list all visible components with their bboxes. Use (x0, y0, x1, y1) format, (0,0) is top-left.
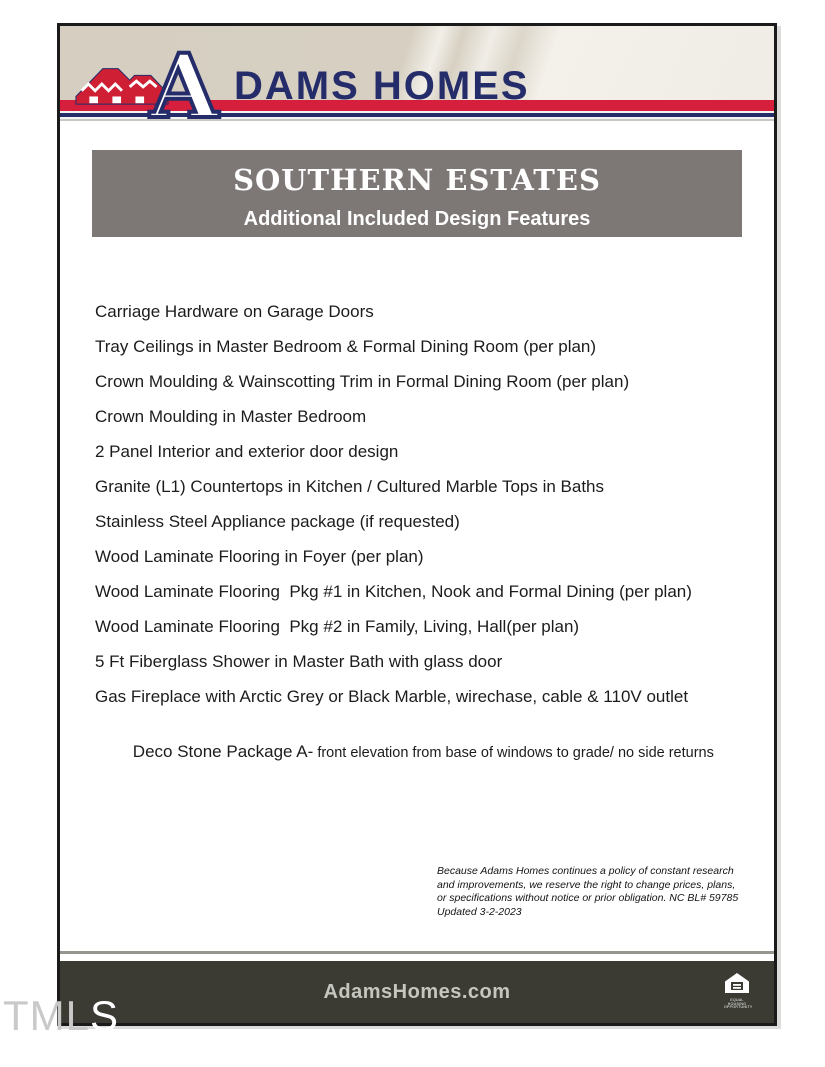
disclaimer-line: Because Adams Homes continues a policy of constant research (437, 865, 734, 877)
deco-stone-detail: front elevation from base of windows to grade/ no side returns (317, 745, 714, 761)
feature-item: Gas Fireplace with Arctic Grey or Black Marble, wirechase, cable & 110V outlet (95, 687, 689, 706)
logo-wordmark: DAMS HOMES (234, 64, 530, 108)
disclaimer-line: or specifications without notice or prior obligation. NC BL# 59785 (437, 892, 739, 904)
feature-item: Wood Laminate Flooring Pkg #1 in Kitchen, Nook and Formal Dining (per plan) (95, 582, 692, 601)
feature-item: Stainless Steel Appliance package (if requested) (95, 512, 460, 531)
watermark-white-part: S (90, 992, 120, 1039)
website-text: AdamsHomes.com (323, 981, 511, 1003)
legal-disclaimer (437, 865, 747, 919)
eho-caption: EQUAL HOUSING OPPORTUNITY (724, 998, 753, 1009)
feature-item: 5 Ft Fiberglass Shower in Master Bath with glass door (95, 652, 503, 671)
logo-initial-letter: A (150, 34, 219, 138)
feature-item: Crown Moulding in Master Bedroom (95, 407, 367, 426)
flyer-subtitle: Additional Included Design Features (243, 208, 591, 230)
title-band (92, 150, 742, 237)
header-band (60, 26, 774, 138)
community-title: SOUTHERN ESTATES (233, 163, 601, 197)
equal-housing-opportunity-icon (724, 973, 753, 1010)
watermark-gray-part: TML (3, 992, 90, 1039)
feature-item: Wood Laminate Flooring in Foyer (per plan) (95, 547, 424, 566)
feature-list (95, 302, 755, 798)
disclaimer-line: Updated 3-2-2023 (437, 905, 522, 918)
deco-stone-main: Deco Stone Package A- (132, 742, 314, 761)
feature-item: 2 Panel Interior and exterior door design (95, 442, 399, 461)
footer-bar (60, 961, 774, 1023)
feature-item: Carriage Hardware on Garage Doors (95, 302, 374, 321)
feature-item: Granite (L1) Countertops in Kitchen / Cultured Marble Tops in Baths (95, 477, 605, 496)
feature-item: Crown Moulding & Wainscotting Trim in Formal Dining Room (per plan) (95, 372, 630, 391)
feature-item: Wood Laminate Flooring Pkg #2 in Family, Living, Hall(per plan) (95, 617, 580, 636)
feature-item: Tray Ceilings in Master Bedroom & Formal Dining Room (per plan) (95, 337, 597, 356)
flyer-page (57, 23, 777, 1026)
tmls-watermark (3, 993, 119, 1039)
disclaimer-line: and improvements, we reserve the right to change prices, plans, (437, 878, 736, 891)
feature-item-deco-stone (95, 722, 755, 783)
footer-divider (60, 951, 774, 954)
